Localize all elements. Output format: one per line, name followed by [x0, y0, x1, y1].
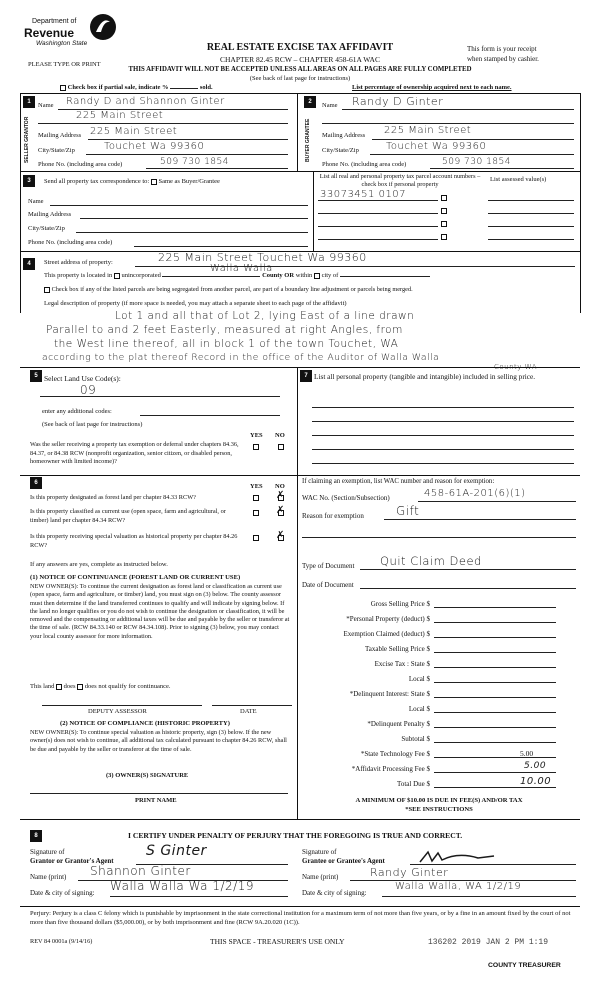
current-use-question: Is this property classified as current use (open space, farm and agricultural, or timber) land per chapter 84.34 RCW? — [30, 508, 226, 524]
grantor-name[interactable]: Shannon Ginter — [90, 864, 191, 878]
current-use-yes-checkbox[interactable] — [253, 510, 259, 516]
s5-yes-checkbox[interactable] — [253, 444, 259, 450]
section-1-number: 1 — [23, 96, 35, 108]
receipt-line2: when stamped by cashier. — [467, 55, 539, 63]
reason-value[interactable]: Gift — [396, 504, 420, 518]
assessor-date-label: DATE — [240, 708, 257, 715]
land-use-see-back: (See back of last page for instructions) — [42, 421, 143, 428]
street-label: Street address of property: — [44, 259, 113, 266]
receipt-line1: This form is your receipt — [467, 45, 537, 53]
revenue-logo — [22, 12, 122, 56]
street-address[interactable]: 225 Main Street Touchet Wa 99360 — [158, 251, 367, 264]
segregated-checkbox[interactable] — [44, 287, 50, 293]
parcel-number[interactable]: 33073451 0107 — [320, 189, 407, 200]
form-chapter: CHAPTER 82.45 RCW – CHAPTER 458-61A WAC — [220, 55, 380, 64]
legal-desc-line4[interactable]: according to the plat thereof Record in the office of the Auditor of Walla Walla — [42, 352, 440, 363]
legal-desc-line5[interactable]: County WA — [494, 363, 537, 371]
treasurer-stamp: 136202 2019 JAN 2 PM 1:19 — [428, 938, 549, 947]
grantor-date-city[interactable]: Walla Walla Wa 1/2/19 — [110, 879, 254, 893]
doc-type-value[interactable]: Quit Claim Deed — [380, 554, 482, 568]
corr-name-label: Name — [28, 198, 44, 205]
s5-no: NO — [275, 432, 285, 439]
seller-name[interactable]: Randy D and Shannon Ginter — [66, 96, 225, 107]
list-pct-note: List percentage of ownership acquired next to each name. — [352, 84, 512, 91]
parcel-personal-checkbox-2[interactable] — [441, 208, 447, 214]
seller-mailing[interactable]: 225 Main Street — [90, 126, 178, 137]
forest-yes-checkbox[interactable] — [253, 495, 259, 501]
buyer-phone-label: Phone No. (including area code) — [322, 161, 407, 168]
grantor-sig-label-1: Signature of — [30, 848, 65, 856]
claiming-exemption-label: If claiming an exemption, list WAC number and reason for exemption: — [302, 478, 495, 485]
deputy-assessor-label: DEPUTY ASSESSOR — [88, 708, 147, 715]
corr-phone-label: Phone No. (including area code) — [28, 239, 113, 246]
buyer-mailing[interactable]: 225 Main Street — [384, 125, 472, 136]
personal-property-label: List all personal property (tangible and intangible) included in selling price. — [314, 372, 536, 381]
form-title: REAL ESTATE EXCISE TAX AFFIDAVIT — [206, 42, 394, 53]
section-7-number: 7 — [300, 370, 312, 382]
notice1-title: (1) NOTICE OF CONTINUANCE (FOREST LAND OR CURRENT USE) — [30, 574, 241, 581]
forest-no-mark: ✗ — [276, 490, 285, 501]
buyer-city[interactable]: Touchet Wa 99360 — [386, 141, 487, 152]
s6-no: NO — [275, 483, 285, 490]
land-use-label: Select Land Use Code(s): — [44, 374, 121, 383]
grantor-signature[interactable]: S Ginter — [146, 843, 207, 859]
does-not-checkbox[interactable] — [77, 684, 83, 690]
gross-selling-label: Gross Selling Price $ — [370, 600, 430, 608]
doc-date-label: Date of Document — [302, 581, 354, 589]
excise-state-label: Excise Tax : State $ — [374, 660, 430, 668]
dept-line1: Department of — [32, 18, 77, 25]
county-value[interactable]: Walla Walla — [210, 263, 273, 274]
legal-desc-line3[interactable]: the West line thereof, all in block 1 of the town Touchet, WA — [54, 338, 399, 350]
dept-line2: Revenue — [24, 26, 75, 40]
dept-line3: Washington State — [36, 40, 88, 47]
certify-statement: I CERTIFY UNDER PENALTY OF PERJURY THAT THE FOREGOING IS TRUE AND CORRECT. — [128, 831, 463, 840]
grantee-sig-label-2: Grantee or Grantee's Agent — [302, 857, 385, 865]
buyer-name[interactable]: Randy D Ginter — [352, 95, 444, 108]
land-use-code[interactable]: 09 — [80, 383, 97, 397]
county-treasurer-label: COUNTY TREASURER — [488, 962, 561, 969]
continuance-row: This land does does not qualify for continuance. — [30, 683, 171, 690]
grantor-name-label: Name (print) — [30, 873, 67, 881]
corr-mailing-label: Mailing Address — [28, 211, 72, 218]
legal-desc-line1[interactable]: Lot 1 and all that of Lot 2, lying East of a line drawn — [115, 310, 415, 322]
historic-question: Is this property receiving special valuation as historical property per chapter 84.26 RCW? — [30, 533, 238, 549]
section-5-number: 5 — [30, 370, 42, 382]
seller-name-label: Name — [38, 102, 54, 109]
city-of-checkbox[interactable] — [314, 273, 320, 279]
reason-label: Reason for exemption — [302, 512, 364, 520]
notice1-body: NEW OWNER(S): To continue the current designation as forest land or classification as current use (open space, farm and agriculture, or timber) land, you must sign on (3) below. The county assessor must then determine if the land transferred continues to qualify and will indicate by signing below. If the land no longer qualifies or you do not wish to continue the designation or classification, it will be removed and the compensating or additional taxes will be due and payable by the seller or transferor at the time of sale. (RCW 84.33.140 or RCW 84.34.108). Prior to signing (3) below, you may contact your local county assessor for more information. — [30, 583, 290, 640]
located-in-row: This property is located in unincorporated County OR within city of — [44, 272, 430, 279]
tech-fee-label: *State Technology Fee $ — [360, 750, 430, 758]
seller-mailing-label: Mailing Address — [38, 132, 82, 139]
buyer-side-label: BUYER GRANTEE — [305, 118, 311, 162]
notice2-body: NEW OWNER(S): To continue special valuation as historic property, sign (3) below. If the new owner(s) does not wish to continue, all additional tax calculated pursuant to chapter 84.26 RCW, shall be due and payable by the seller or transferor at the time of sale. — [30, 729, 287, 753]
segregated-row: Check box if any of the listed parcels are being segregated from another parcel, are part of a boundary line adjustment or parcels being merged. — [44, 286, 413, 293]
partial-sale-checkbox[interactable] — [60, 85, 66, 91]
personal-deduct-label: *Personal Property (deduct) $ — [346, 615, 430, 623]
wac-number[interactable]: 458-61A-201(6)(1) — [424, 488, 526, 499]
does-checkbox[interactable] — [56, 684, 62, 690]
parcel-personal-checkbox-1[interactable] — [441, 195, 447, 201]
affidavit-fee-value[interactable]: 5.00 — [524, 761, 547, 771]
historic-no-mark: ✗ — [276, 530, 285, 541]
seller-name-line2[interactable]: 225 Main Street — [76, 110, 164, 121]
section-8-number: 8 — [30, 830, 42, 842]
grantee-name[interactable]: Randy Ginter — [370, 866, 449, 879]
buyer-phone[interactable]: 509 730 1854 — [442, 157, 511, 167]
forest-question: Is this property designated as forest land per chapter 84.33 RCW? — [30, 494, 196, 501]
s5-no-checkbox[interactable] — [278, 444, 284, 450]
current-use-no-mark: ✗ — [276, 505, 285, 516]
wac-label: WAC No. (Section/Subsection) — [302, 494, 390, 502]
total-due-value[interactable]: 10.00 — [520, 776, 552, 787]
legal-desc-label: Legal description of property (if more space is needed, you may attach a separate sheet to each page of the affidavit) — [44, 300, 347, 307]
subtotal-label: Subtotal $ — [401, 735, 430, 743]
grantee-date-label: Date & city of signing: — [302, 889, 367, 897]
seller-phone[interactable]: 509 730 1854 — [160, 157, 229, 167]
affidavit-fee-label: *Affidavit Processing Fee $ — [351, 765, 430, 773]
grantee-sig-label-1: Signature of — [302, 848, 337, 856]
buyer-name-label: Name — [322, 102, 338, 109]
section-3-number: 3 — [23, 175, 35, 187]
print-name-label: PRINT NAME — [135, 797, 177, 804]
parcel-header: List all real and personal property tax parcel account numbers – check box if personal property — [319, 173, 481, 188]
seller-city[interactable]: Touchet Wa 99360 — [104, 141, 205, 152]
partial-sale-row: Check box if partial sale, indicate % sold. — [60, 84, 213, 91]
section-6-number: 6 — [30, 477, 42, 489]
assessed-header: List assessed value(s) — [490, 176, 547, 183]
please-type: PLEASE TYPE OR PRINT — [28, 61, 101, 68]
notice2-title: (2) NOTICE OF COMPLIANCE (HISTORIC PROPERTY) — [60, 720, 230, 727]
delinquent-interest-label: *Delinquent Interest: State $ — [349, 690, 430, 698]
owner-signature-label: (3) OWNER(S) SIGNATURE — [106, 772, 189, 779]
excise-local-label: Local $ — [408, 675, 430, 683]
corr-city-label: City/State/Zip — [28, 225, 65, 232]
interest-local-label: Local $ — [408, 705, 430, 713]
s6-yes: YES — [250, 483, 263, 490]
not-accepted-notice: THIS AFFIDAVIT WILL NOT BE ACCEPTED UNLESS ALL AREAS ON ALL PAGES ARE FULLY COMPLETED — [128, 66, 472, 73]
parcel-personal-checkbox-4[interactable] — [441, 234, 447, 240]
grantee-name-label: Name (print) — [302, 873, 339, 881]
legal-desc-line2[interactable]: Parallel to and 2 feet Easterly, measured at right Angles, from — [46, 324, 403, 336]
delinquent-penalty-label: *Delinquent Penalty $ — [367, 720, 430, 728]
parcel-personal-checkbox-3[interactable] — [441, 221, 447, 227]
section-4-number: 4 — [23, 258, 35, 270]
grantee-date-city[interactable]: Walla Walla, WA 1/2/19 — [395, 881, 522, 892]
section-2-number: 2 — [304, 96, 316, 108]
see-back-notice: (See back of last page for instructions) — [249, 75, 351, 82]
seller-phone-label: Phone No. (including area code) — [38, 161, 123, 168]
exemption-deduct-label: Exemption Claimed (deduct) $ — [343, 630, 430, 638]
tech-fee-value[interactable]: 5.00 — [520, 749, 534, 758]
send-correspondence-row: Send all property tax correspondence to: Same as Buyer/Grantee — [44, 178, 220, 185]
dor-emblem-icon — [88, 12, 118, 42]
buyer-mailing-label: Mailing Address — [322, 132, 366, 139]
seller-city-label: City/State/Zip — [38, 147, 75, 154]
seller-side-label: SELLER GRANTOR — [24, 116, 30, 164]
form-number: REV 84 0001a (9/14/16) — [30, 938, 93, 945]
historic-yes-checkbox[interactable] — [253, 535, 259, 541]
buyer-city-label: City/State/Zip — [322, 147, 359, 154]
additional-codes-label: enter any additional codes: — [42, 408, 112, 415]
total-due-label: Total Due $ — [397, 780, 430, 788]
minimum-due-note: A MINIMUM OF $10.00 IS DUE IN FEE(S) AND/OR TAX — [355, 797, 523, 804]
taxable-price-label: Taxable Selling Price $ — [364, 645, 430, 653]
doc-type-label: Type of Document — [302, 562, 355, 570]
if-yes-note: If any answers are yes, complete as instructed below. — [30, 561, 168, 568]
see-instructions-note: *SEE INSTRUCTIONS — [405, 806, 473, 813]
treasurer-use-only: THIS SPACE - TREASURER'S USE ONLY — [210, 937, 345, 946]
unincorporated-checkbox[interactable] — [114, 273, 120, 279]
grantor-sig-label-2: Grantor or Grantor's Agent — [30, 857, 114, 865]
grantor-date-label: Date & city of signing: — [30, 889, 95, 897]
same-as-buyer-checkbox[interactable] — [151, 179, 157, 185]
exemption-question: Was the seller receiving a property tax exemption or deferral under chapters 84.36, 84.37, or 84.38 RCW (nonprofit organization, senior citizen, or disabled person, homeowner with limited income)? — [30, 441, 239, 465]
perjury-statement: Perjury: Perjury is a class C felony which is punishable by imprisonment in the state correctional institution for a maximum term of not more than five years, or by a fine in an amount fixed by the court of not more than five thousand dollars ($5,000.00), or by both imprisonment and fine (RCW 9A.20.020 (1C)). — [30, 910, 571, 926]
s5-yes: YES — [250, 432, 263, 439]
